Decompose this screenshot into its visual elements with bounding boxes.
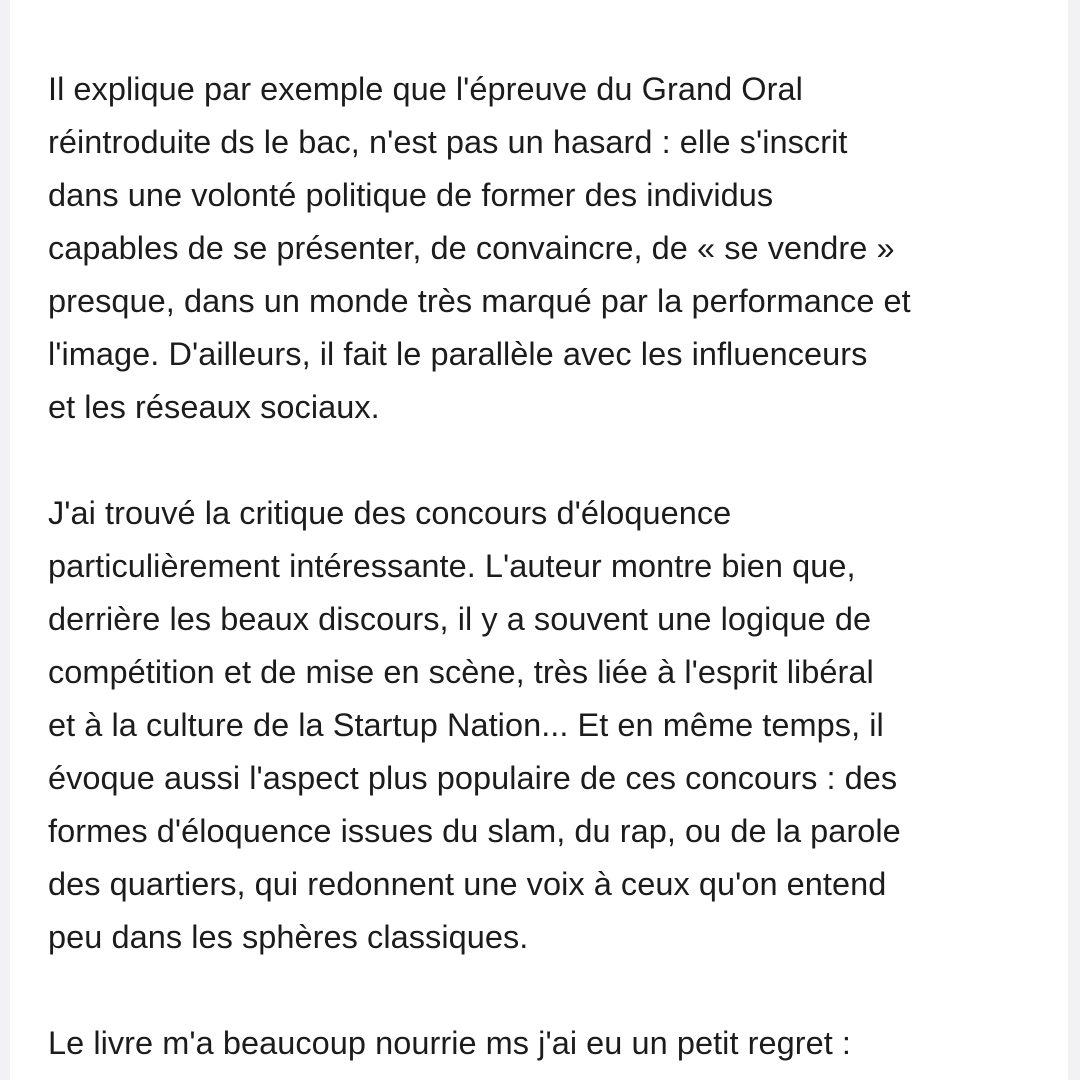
text-line: peu dans les sphères classiques. (48, 919, 529, 955)
text-line: évoque aussi l'aspect plus populaire de ces concours : des (48, 760, 898, 796)
text-line: presque, dans un monde très marqué par la performance et (48, 283, 911, 319)
text-line: Le livre m'a beaucoup nourrie ms j'ai eu un petit regret : (48, 1025, 851, 1061)
document-page (10, 0, 1068, 1080)
paragraph (48, 1017, 1058, 1070)
text-line: des quartiers, qui redonnent une voix à ceux qu'on entend (48, 866, 887, 902)
text-line: derrière les beaux discours, il y a souvent une logique de (48, 601, 872, 637)
paragraph (48, 63, 1058, 434)
paragraph (48, 487, 1058, 964)
text-line: Il explique par exemple que l'épreuve du Grand Oral (48, 71, 803, 107)
text-line: particulièrement intéressante. L'auteur montre bien que, (48, 548, 856, 584)
text-line: compétition et de mise en scène, très liée à l'esprit libéral (48, 654, 874, 690)
text-line: l'image. D'ailleurs, il fait le parallèle avec les influenceurs (48, 336, 868, 372)
text-line: réintroduite ds le bac, n'est pas un hasard : elle s'inscrit (48, 124, 848, 160)
text-line: formes d'éloquence issues du slam, du rap, ou de la parole (48, 813, 901, 849)
article-text (48, 63, 1058, 1070)
text-line: capables de se présenter, de convaincre, de « se vendre » (48, 230, 895, 266)
text-line: J'ai trouvé la critique des concours d'éloquence (48, 495, 732, 531)
paragraph-gap (48, 434, 1058, 487)
text-line: dans une volonté politique de former des individus (48, 177, 774, 213)
paragraph-gap (48, 964, 1058, 1017)
text-line: et à la culture de la Startup Nation... Et en même temps, il (48, 707, 884, 743)
text-line: et les réseaux sociaux. (48, 389, 380, 425)
